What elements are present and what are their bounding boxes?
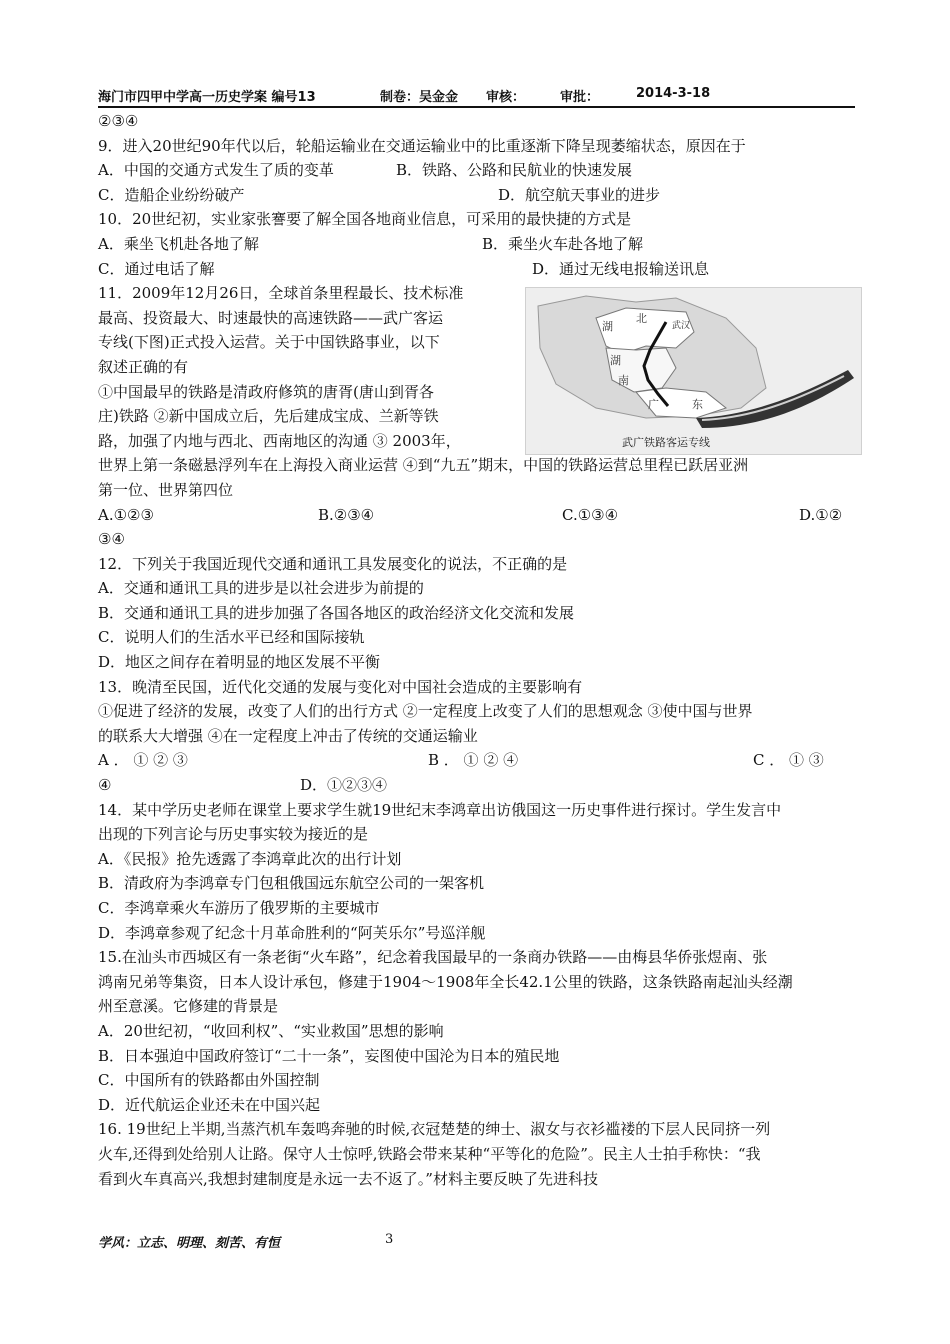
map-label: 北 — [636, 312, 647, 325]
options-row — [98, 257, 858, 282]
options-row — [98, 503, 858, 528]
option-a: A．20世纪初，“收回利权”、“实业救国”思想的影响 — [98, 1021, 444, 1040]
map-label: 湖 — [610, 354, 621, 367]
option-b: B ． ① ② ④ — [428, 751, 519, 770]
option-a: A ． ① ② ③ — [98, 751, 188, 770]
option-a: A．交通和通讯工具的进步是以社会进步为前提的 — [98, 579, 424, 598]
options-row — [98, 773, 858, 798]
map-label: 湖 — [602, 320, 613, 333]
option-c: C.①③④ — [562, 505, 619, 524]
page-header — [98, 86, 858, 106]
option-c: C ． ① ③ — [753, 751, 824, 770]
page-number: 3 — [385, 1232, 394, 1247]
school-title: 海门市四甲中学高一历史学案 编号13 — [98, 90, 316, 105]
options-row — [98, 158, 858, 183]
text-line: 叙述正确的有 — [98, 357, 189, 376]
map-caption: 武广铁路客运专线 — [622, 436, 710, 449]
text-line: 州至意溪。它修建的背景是 — [98, 997, 279, 1016]
option-d: D．地区之间存在着明显的地区发展不平衡 — [98, 653, 381, 672]
text-line: ①中国最早的铁路是清政府修筑的唐胥(唐山到胥各 — [98, 382, 434, 401]
option-a: A．《民报》抢先透露了李鸿章此次的出行计划 — [98, 849, 402, 868]
text-line: 的联系大大增强 ④在一定程度上冲击了传统的交通运输业 — [98, 726, 478, 745]
question-16: 16. 19世纪上半期,当蒸汽机车轰鸣奔驰的时候,衣冠楚楚的绅士、淑女与衣衫褴褛的下层人民同挤一列 — [98, 1120, 771, 1139]
option-c: C．中国所有的铁路都由外国控制 — [98, 1071, 320, 1090]
option-b: B．铁路、公路和民航业的快速发展 — [396, 161, 633, 180]
question-body — [98, 109, 858, 1191]
date-label: 2014-3-18 — [636, 86, 711, 101]
text-line: 庄)铁路 ②新中国成立后，先后建成宝成、兰新等铁 — [98, 407, 439, 426]
option-d: D．李鸿章参观了纪念十月革命胜利的“阿芙乐尔”号巡洋舰 — [98, 923, 486, 942]
option-b: B．日本强迫中国政府签订“二十一条”，妄图使中国沦为日本的殖民地 — [98, 1046, 560, 1065]
option-a: A．中国的交通方式发生了质的变革 — [98, 161, 334, 180]
editor-label: 制卷：吴金金 — [380, 90, 459, 105]
text-line: 火车,还得到处给别人让路。保守人士惊呼,铁路会带来某种“平等化的危险”。民主人士拍手称快：“我 — [98, 1144, 761, 1163]
option-c: C．通过电话了解 — [98, 259, 215, 278]
option-b: B．交通和通讯工具的进步加强了各国各地区的政治经济文化交流和发展 — [98, 603, 575, 622]
option-c: C．说明人们的生活水平已经和国际接轨 — [98, 628, 365, 647]
map-label: 东 — [692, 398, 703, 411]
footer-motto: 学风：立志、明理、刻苦、有恒 — [98, 1236, 281, 1251]
railway-map-figure — [525, 287, 862, 455]
option-d: D．近代航运企业还未在中国兴起 — [98, 1095, 321, 1114]
question-12: 12．下列关于我国近现代交通和通讯工具发展变化的说法，不正确的是 — [98, 554, 568, 573]
map-label: 南 — [618, 374, 629, 387]
text-line: 出现的下列言论与历史事实较为接近的是 — [98, 825, 369, 844]
approver-label: 审批： — [560, 90, 600, 105]
question-9: 9．进入20世纪90年代以后，轮船运输业在交通运输业中的比重逐渐下降呈现萎缩状态，原因在于 — [98, 136, 746, 155]
text-line: 鸿南兄弟等集资，日本人设计承包，修建于1904～1908年全长42.1公里的铁路，这条铁路南起汕头经潮 — [98, 972, 793, 991]
text-line: ①促进了经济的发展，改变了人们的出行方式 ②一定程度上改变了人们的思想观念 ③使中国与世界 — [98, 702, 753, 721]
question-11: 11．2009年12月26日，全球首条里程最长、技术标准 — [98, 284, 464, 303]
option-d: D.①② — [799, 505, 843, 524]
text-line: ③④ — [98, 530, 125, 549]
reviewer-label: 审核： — [486, 90, 526, 105]
text-line: 看到火车真高兴,我想封建制度是永远一去不返了。”材料主要反映了先进科技 — [98, 1169, 598, 1188]
option-c: C．造船企业纷纷破产 — [98, 185, 245, 204]
option-d: D．通过无线电报输送讯息 — [532, 259, 710, 278]
text-line: ④ — [98, 776, 112, 795]
option-a: A．乘坐飞机赴各地了解 — [98, 234, 259, 253]
question-14: 14．某中学历史老师在课堂上要求学生就19世纪末李鸿章出访俄国这一历史事件进行探讨。学生发言中 — [98, 800, 782, 819]
text-line: 路，加强了内地与西北、西南地区的沟通 ③ 2003年， — [98, 431, 461, 450]
question-10: 10．20世纪初，实业家张謇要了解全国各地商业信息，可采用的最快捷的方式是 — [98, 210, 632, 229]
text-line: 世界上第一条磁悬浮列车在上海投入商业运营 ④到“九五”期末，中国的铁路运营总里程已跃居亚洲 — [98, 456, 749, 475]
options-row — [98, 232, 858, 257]
question-13: 13．晚清至民国，近代化交通的发展与变化对中国社会造成的主要影响有 — [98, 677, 583, 696]
option-d: D．①②③④ — [300, 776, 388, 795]
options-row — [98, 748, 858, 773]
text-line: 最高、投资最大、时速最快的高速铁路——武广客运 — [98, 308, 444, 327]
question-15: 15.在汕头市西城区有一条老街“火车路”，纪念着我国最早的一条商办铁路——由梅县华侨张煜南、张 — [98, 948, 768, 967]
option-b: B．乘坐火车赴各地了解 — [482, 234, 644, 253]
text-line: 专线(下图)正式投入运营。关于中国铁路事业，以下 — [98, 333, 440, 352]
map-label: 武汉 — [672, 321, 691, 331]
option-c: C．李鸿章乘火车游历了俄罗斯的主要城市 — [98, 899, 380, 917]
railway-map — [526, 288, 861, 454]
page-footer — [98, 1232, 498, 1252]
option-b: B．清政府为李鸿章专门包租俄国远东航空公司的一架客机 — [98, 874, 485, 893]
options-row — [98, 183, 858, 208]
map-label: 广 — [648, 398, 659, 411]
option-a: A.①②③ — [98, 505, 154, 524]
text-line: 第一位、世界第四位 — [98, 480, 234, 499]
option-d: D．航空航天事业的进步 — [498, 185, 661, 204]
text-line: ②③④ — [98, 112, 139, 130]
option-b: B.②③④ — [318, 505, 375, 524]
header-rule — [98, 106, 855, 108]
